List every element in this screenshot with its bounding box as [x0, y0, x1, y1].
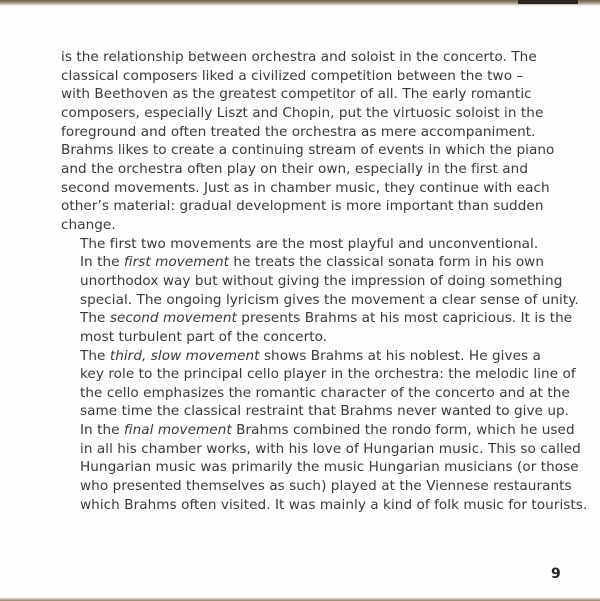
paragraph-2 [61, 235, 579, 347]
text-run: The [80, 347, 110, 364]
text-line [61, 309, 573, 328]
text-run: change. [61, 216, 116, 233]
italic-term: first movement [123, 254, 230, 271]
text-run: key role to the principal cello player in the orchestra: the melodic line of [80, 366, 576, 383]
text-run: presents Brahms at his most capricious. It is the [236, 310, 573, 327]
text-line [61, 67, 561, 86]
text-run: The [80, 310, 110, 327]
text-run: is the relationship between orchestra and soloist in the concerto. The [61, 49, 537, 65]
text-line [61, 458, 579, 477]
text-line [61, 477, 572, 496]
body-text [61, 48, 588, 514]
text-run: composers, especially Liszt and Chopin, put the virtuosic soloist in the [61, 104, 544, 121]
text-line [61, 235, 561, 254]
text-line [61, 253, 561, 272]
text-line [61, 48, 561, 67]
text-run: shows Brahms at his noblest. He gives a [259, 347, 541, 364]
text-run: Brahms combined the rondo form, which he used [231, 422, 575, 439]
text-run: in all his chamber works, with his love of Hungarian music. This so called [80, 440, 581, 457]
paragraph-1 [61, 48, 561, 235]
text-run: Hungarian music was primarily the music Hungarian musicians (or those [80, 459, 579, 476]
text-run: and the orchestra often play on their own, especially in the first and [61, 160, 529, 177]
text-line [61, 347, 561, 366]
text-run: with Beethoven as the greatest competitor of all. The early romantic [61, 86, 532, 103]
text-line [61, 216, 561, 235]
text-line [61, 328, 561, 347]
text-run: second movements. Just as in chamber music, they continue with each [61, 179, 550, 196]
text-line [61, 421, 575, 440]
text-line [61, 440, 581, 459]
text-run: unorthodox way but without giving the impression of doing something [80, 272, 563, 289]
text-line [61, 496, 588, 515]
text-line [61, 291, 579, 310]
text-line [61, 104, 561, 123]
text-line [61, 179, 561, 198]
text-run: which Brahms often visited. It was mainly a kind of folk music for tourists. [80, 496, 588, 513]
page-number: 9 [551, 566, 561, 582]
text-run: most turbulent part of the concerto. [80, 328, 328, 345]
page-bottom-edge [0, 597, 600, 601]
text-run: In the [80, 254, 124, 271]
text-run: the cello emphasizes the romantic character of the concerto and at the [80, 384, 570, 401]
text-line [61, 85, 561, 104]
text-run: same time the classical restraint that Brahms never wanted to give up. [80, 403, 570, 420]
text-run: Brahms likes to create a continuing stream of events in which the piano [61, 142, 555, 159]
text-run: The first two movements are the most playful and unconventional. [80, 235, 539, 252]
text-run: classical composers liked a civilized competition between the two – [61, 67, 524, 84]
text-run: foreground and often treated the orchestra as mere accompaniment. [61, 123, 536, 140]
text-line [61, 141, 561, 160]
text-line [61, 384, 570, 403]
italic-term: final movement [123, 422, 232, 439]
text-line [61, 272, 561, 291]
binding-shadow [518, 0, 578, 4]
italic-term: third, slow movement [109, 347, 260, 364]
text-line [61, 160, 561, 179]
text-line [61, 197, 561, 216]
page-top-edge [0, 0, 600, 6]
text-line [61, 365, 576, 384]
italic-term: second movement [109, 310, 237, 327]
text-line [61, 123, 561, 142]
text-line [61, 402, 570, 421]
text-run: other’s material: gradual development is more important than sudden [61, 198, 544, 215]
text-run: he treats the classical sonata form in his own [229, 254, 545, 271]
text-run: who presented themselves as such) played at the Viennese restaurants [80, 478, 572, 495]
text-run: In the [80, 422, 124, 439]
paragraph-3 [61, 347, 588, 515]
text-run: special. The ongoing lyricism gives the movement a clear sense of unity. [80, 291, 579, 308]
